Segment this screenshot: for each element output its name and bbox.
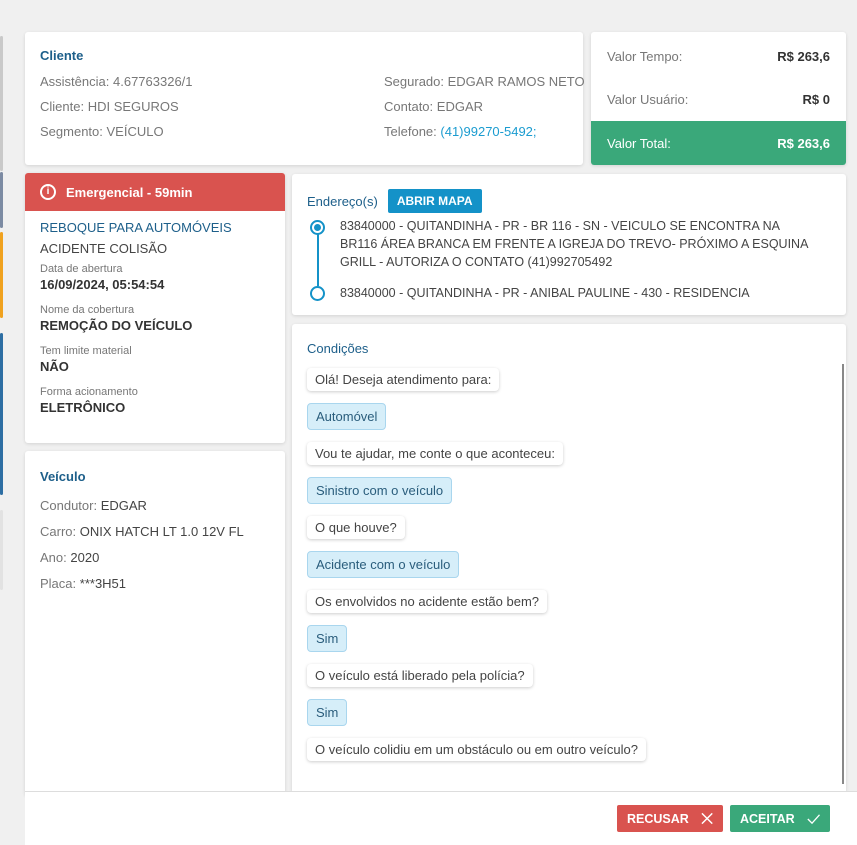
valor-total-label: Valor Total: — [607, 135, 671, 151]
action-footer — [25, 791, 857, 845]
telefone-row — [384, 124, 537, 139]
limite-value: NÃO — [40, 359, 69, 374]
segmento-value: VEÍCULO — [106, 124, 164, 139]
limite-label: Tem limite material — [40, 345, 132, 357]
question-bubble: O veículo está liberado pela polícia? — [307, 664, 533, 687]
answer-bubble: Sim — [307, 699, 347, 726]
conversation-message — [307, 625, 836, 664]
condutor-label: Condutor: — [40, 498, 98, 513]
valores-card — [591, 32, 846, 165]
valor-usuario-label: Valor Usuário: — [607, 91, 689, 107]
conversation-message — [307, 699, 836, 738]
contato-value: EDGAR — [436, 99, 484, 114]
ano-value: 2020 — [70, 550, 100, 565]
carro-value: ONIX HATCH LT 1.0 12V FL — [79, 524, 244, 539]
conversation-message — [307, 664, 836, 699]
ano-label: Ano: — [40, 550, 67, 565]
contato-row — [384, 99, 483, 114]
info-circle-icon: i — [40, 184, 56, 200]
aceitar-button[interactable] — [730, 805, 830, 832]
carro-row — [40, 524, 270, 539]
conversation-message — [307, 738, 836, 773]
answer-bubble: Acidente com o veículo — [307, 551, 459, 578]
question-bubble: Vou te ajudar, me conte o que aconteceu: — [307, 442, 563, 465]
valor-tempo-label: Valor Tempo: — [607, 48, 683, 64]
segurado-value: EDGAR RAMOS NETO — [447, 74, 585, 89]
question-bubble: Olá! Deseja atendimento para: — [307, 368, 499, 391]
origin-marker-icon — [310, 220, 325, 235]
answer-bubble: Automóvel — [307, 403, 386, 430]
veiculo-title: Veículo — [40, 469, 86, 484]
route-line — [317, 234, 319, 286]
valor-tempo-value: R$ 263,6 — [777, 48, 830, 64]
assistencia-label: Assistência: — [40, 74, 110, 89]
answer-bubble: Sinistro com o veículo — [307, 477, 452, 504]
veiculo-card — [25, 451, 285, 796]
valor-total-row — [591, 121, 846, 165]
segmento-label: Segmento: — [40, 124, 103, 139]
servico-tipo: REBOQUE PARA AUTOMÓVEIS — [40, 220, 232, 235]
abrir-mapa-button[interactable]: ABRIR MAPA — [388, 189, 482, 213]
conversation-scrollbar[interactable] — [842, 364, 844, 784]
cobertura-value: REMOÇÃO DO VEÍCULO — [40, 318, 193, 333]
assistencia-value: 4.67763326/1 — [113, 74, 193, 89]
condutor-value: EDGAR — [100, 498, 147, 513]
placa-value: ***3H51 — [79, 576, 127, 591]
endereco-title: Endereço(s) — [307, 193, 378, 209]
placa-label: Placa: — [40, 576, 77, 591]
emergencial-header — [25, 173, 285, 211]
condicoes-card — [292, 324, 846, 794]
condicoes-title: Condições — [307, 341, 369, 356]
ano-row — [40, 550, 270, 565]
conversation-message — [307, 368, 836, 403]
close-icon — [701, 812, 713, 825]
forma-value: ELETRÔNICO — [40, 400, 126, 415]
aceitar-label: ACEITAR — [740, 811, 795, 826]
destination-marker-icon — [310, 286, 325, 301]
carro-label: Carro: — [40, 524, 77, 539]
recusar-label: RECUSAR — [627, 811, 689, 826]
conversation-message — [307, 442, 836, 477]
valor-tempo-row — [591, 34, 846, 78]
telefone-label: Telefone: — [384, 124, 437, 139]
forma-label: Forma acionamento — [40, 386, 138, 398]
placa-row — [40, 576, 270, 591]
check-icon — [807, 813, 820, 825]
segmento-row — [40, 124, 164, 139]
question-bubble: O veículo colidiu em um obstáculo ou em outro veículo? — [307, 738, 646, 761]
cobertura-label: Nome da cobertura — [40, 304, 135, 316]
telefone-link[interactable]: (41)99270-5492; — [440, 124, 537, 139]
endereco-origem: 83840000 - QUITANDINHA - PR - BR 116 - SN - VEICULO SE ENCONTRA NA BR116 ÁREA BRANCA EM FRENTE A IGREJA DO TREVO- PRÓXIMO A ESQUINA GRILL - AUTORIZA O CONTATO (41)992705492 — [340, 219, 808, 269]
conversation-list[interactable] — [307, 368, 836, 794]
edge-marker-slate — [0, 172, 3, 228]
conversation-message — [307, 551, 836, 590]
valor-total-value: R$ 263,6 — [777, 135, 830, 151]
contato-label: Contato: — [384, 99, 434, 114]
edge-marker-gray — [0, 36, 3, 171]
answer-bubble: Sim — [307, 625, 347, 652]
assistencia-row — [40, 74, 193, 89]
edge-marker-orange — [0, 232, 3, 318]
edge-marker-light — [0, 510, 3, 590]
recusar-button[interactable] — [617, 805, 723, 832]
segurado-row — [384, 74, 585, 89]
valor-usuario-value: R$ 0 — [802, 91, 830, 107]
question-bubble: O que houve? — [307, 516, 405, 539]
servico-card — [25, 173, 285, 443]
condutor-row — [40, 498, 270, 513]
edge-marker-blue — [0, 333, 3, 495]
emergencial-label: Emergencial - 59min — [66, 184, 193, 200]
cliente-card — [25, 32, 583, 165]
abertura-value: 16/09/2024, 05:54:54 — [40, 277, 165, 292]
conversation-message — [307, 403, 836, 442]
conversation-message — [307, 590, 836, 625]
endereco-destino: 83840000 - QUITANDINHA - PR - ANIBAL PAULINE - 430 - RESIDENCIA — [340, 286, 750, 300]
cliente-value: HDI SEGUROS — [87, 99, 179, 114]
question-bubble: Os envolvidos no acidente estão bem? — [307, 590, 547, 613]
cliente-row — [40, 99, 179, 114]
cliente-label: Cliente: — [40, 99, 85, 114]
abertura-label: Data de abertura — [40, 263, 123, 275]
endereco-card — [292, 174, 846, 315]
conversation-message — [307, 477, 836, 516]
conversation-message — [307, 516, 836, 551]
servico-motivo: ACIDENTE COLISÃO — [40, 241, 168, 256]
valor-usuario-row — [591, 77, 846, 121]
cliente-title: Cliente — [40, 48, 84, 63]
segurado-label: Segurado: — [384, 74, 444, 89]
